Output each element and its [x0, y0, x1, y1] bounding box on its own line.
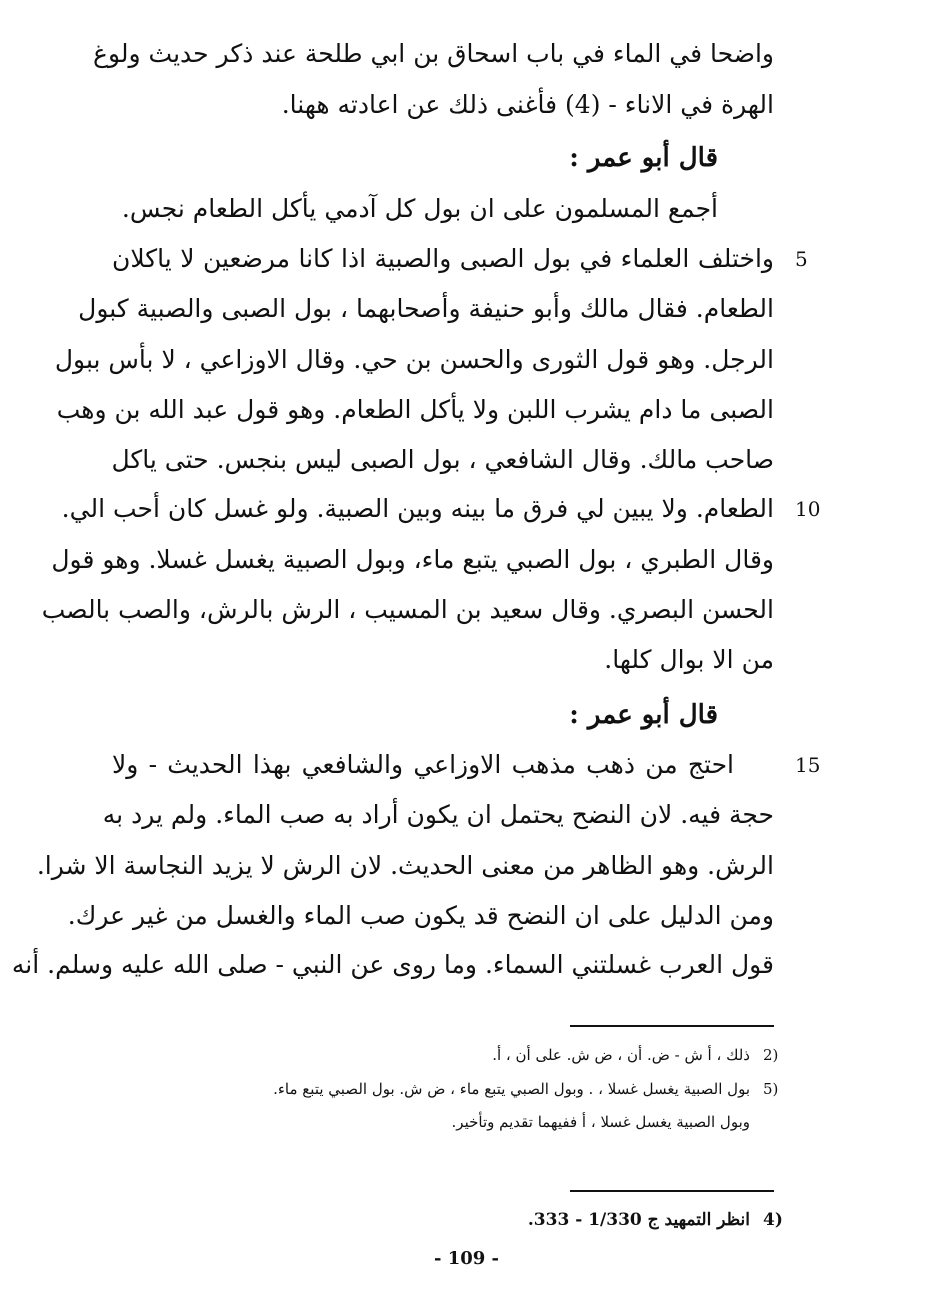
body-line: الطعام. ولا يبين لي فرق ما بينه وبين الصبية. ولو غسل كان أحب الي. [61, 494, 774, 523]
body-line: الرجل. وهو قول الثورى والحسن بن حي. وقال الاوزاعي ، لا بأس ببول [54, 345, 774, 374]
body-line: صاحب مالك. وقال الشافعي ، بول الصبى ليس بنجس. حتى ياكل [111, 445, 774, 474]
body-line: واضحا في الماء في باب اسحاق بن ابي طلحة عند ذكر حديث ولوغ [93, 39, 774, 68]
section-heading: قال أبو عمر : [569, 700, 718, 730]
body-line: الهرة في الاناء - (4) فأغنى ذلك عن اعادته ههنا. [281, 90, 774, 119]
body-line: احتج من ذهب مذهب الاوزاعي والشافعي بهذا الحديث - ولا [112, 750, 734, 779]
line-number: 10 [795, 497, 821, 521]
footnote-text: ذلك ، أ ش - ض. أن ، ض ش. على أن ، أ. [492, 1046, 750, 1064]
body-line: ومن الدليل على ان النضح قد يكون صب الماء والغسل من غير عرك. [67, 901, 774, 930]
footnote-text: وبول الصبية يغسل غسلا ، أ ففيهما تقديم وتأخير. [451, 1113, 750, 1131]
footnote-number: 2) [763, 1046, 779, 1064]
body-line: الصبى ما دام يشرب اللبن ولا يأكل الطعام. وهو قول عبد الله بن وهب [56, 395, 774, 424]
footnote-number: 4) [763, 1210, 783, 1230]
page-number: - 109 - [433, 1248, 500, 1269]
footnote-number: 5) [763, 1080, 779, 1098]
line-number: 15 [795, 753, 821, 777]
body-line: من الا بوال كلها. [604, 645, 774, 674]
body-line: قول العرب غسلتني السماء. وما روى عن النبي - صلى الله عليه وسلم. أنه [11, 950, 774, 979]
body-line: حجة فيه. لان النضح يحتمل ان يكون أراد به صب الماء. ولم يرد به [102, 800, 774, 829]
body-line: الطعام. فقال مالك وأبو حنيفة وأصحابهما ، بول الصبى والصبية كبول [78, 294, 774, 323]
body-line: أجمع المسلمون على ان بول كل آدمي يأكل الطعام نجس. [121, 194, 718, 223]
body-line: وقال الطبري ، بول الصبي يتبع ماء، وبول الصبية يغسل غسلا. وهو قول [51, 545, 774, 574]
line-number: 5 [795, 247, 808, 271]
footnote-reference: انظر التمهيد ج 1/330 - 333. [527, 1210, 750, 1230]
section-heading: قال أبو عمر : [569, 143, 718, 173]
body-line: الرش. وهو الظاهر من معنى الحديث. لان الرش لا يزيد النجاسة الا شرا. [36, 851, 774, 880]
body-line: واختلف العلماء في بول الصبى والصبية اذا كانا مرضعين لا ياكلان [112, 244, 774, 273]
footnote-divider [570, 1025, 774, 1027]
footnote-divider [570, 1190, 774, 1192]
footnote-text: بول الصبية يغسل غسلا ، . وبول الصبي يتبع ماء ، ض ش. بول الصبي يتبع ماء. [273, 1080, 750, 1098]
body-line: الحسن البصري. وقال سعيد بن المسيب ، الرش بالرش، والصب بالصب [41, 595, 774, 624]
